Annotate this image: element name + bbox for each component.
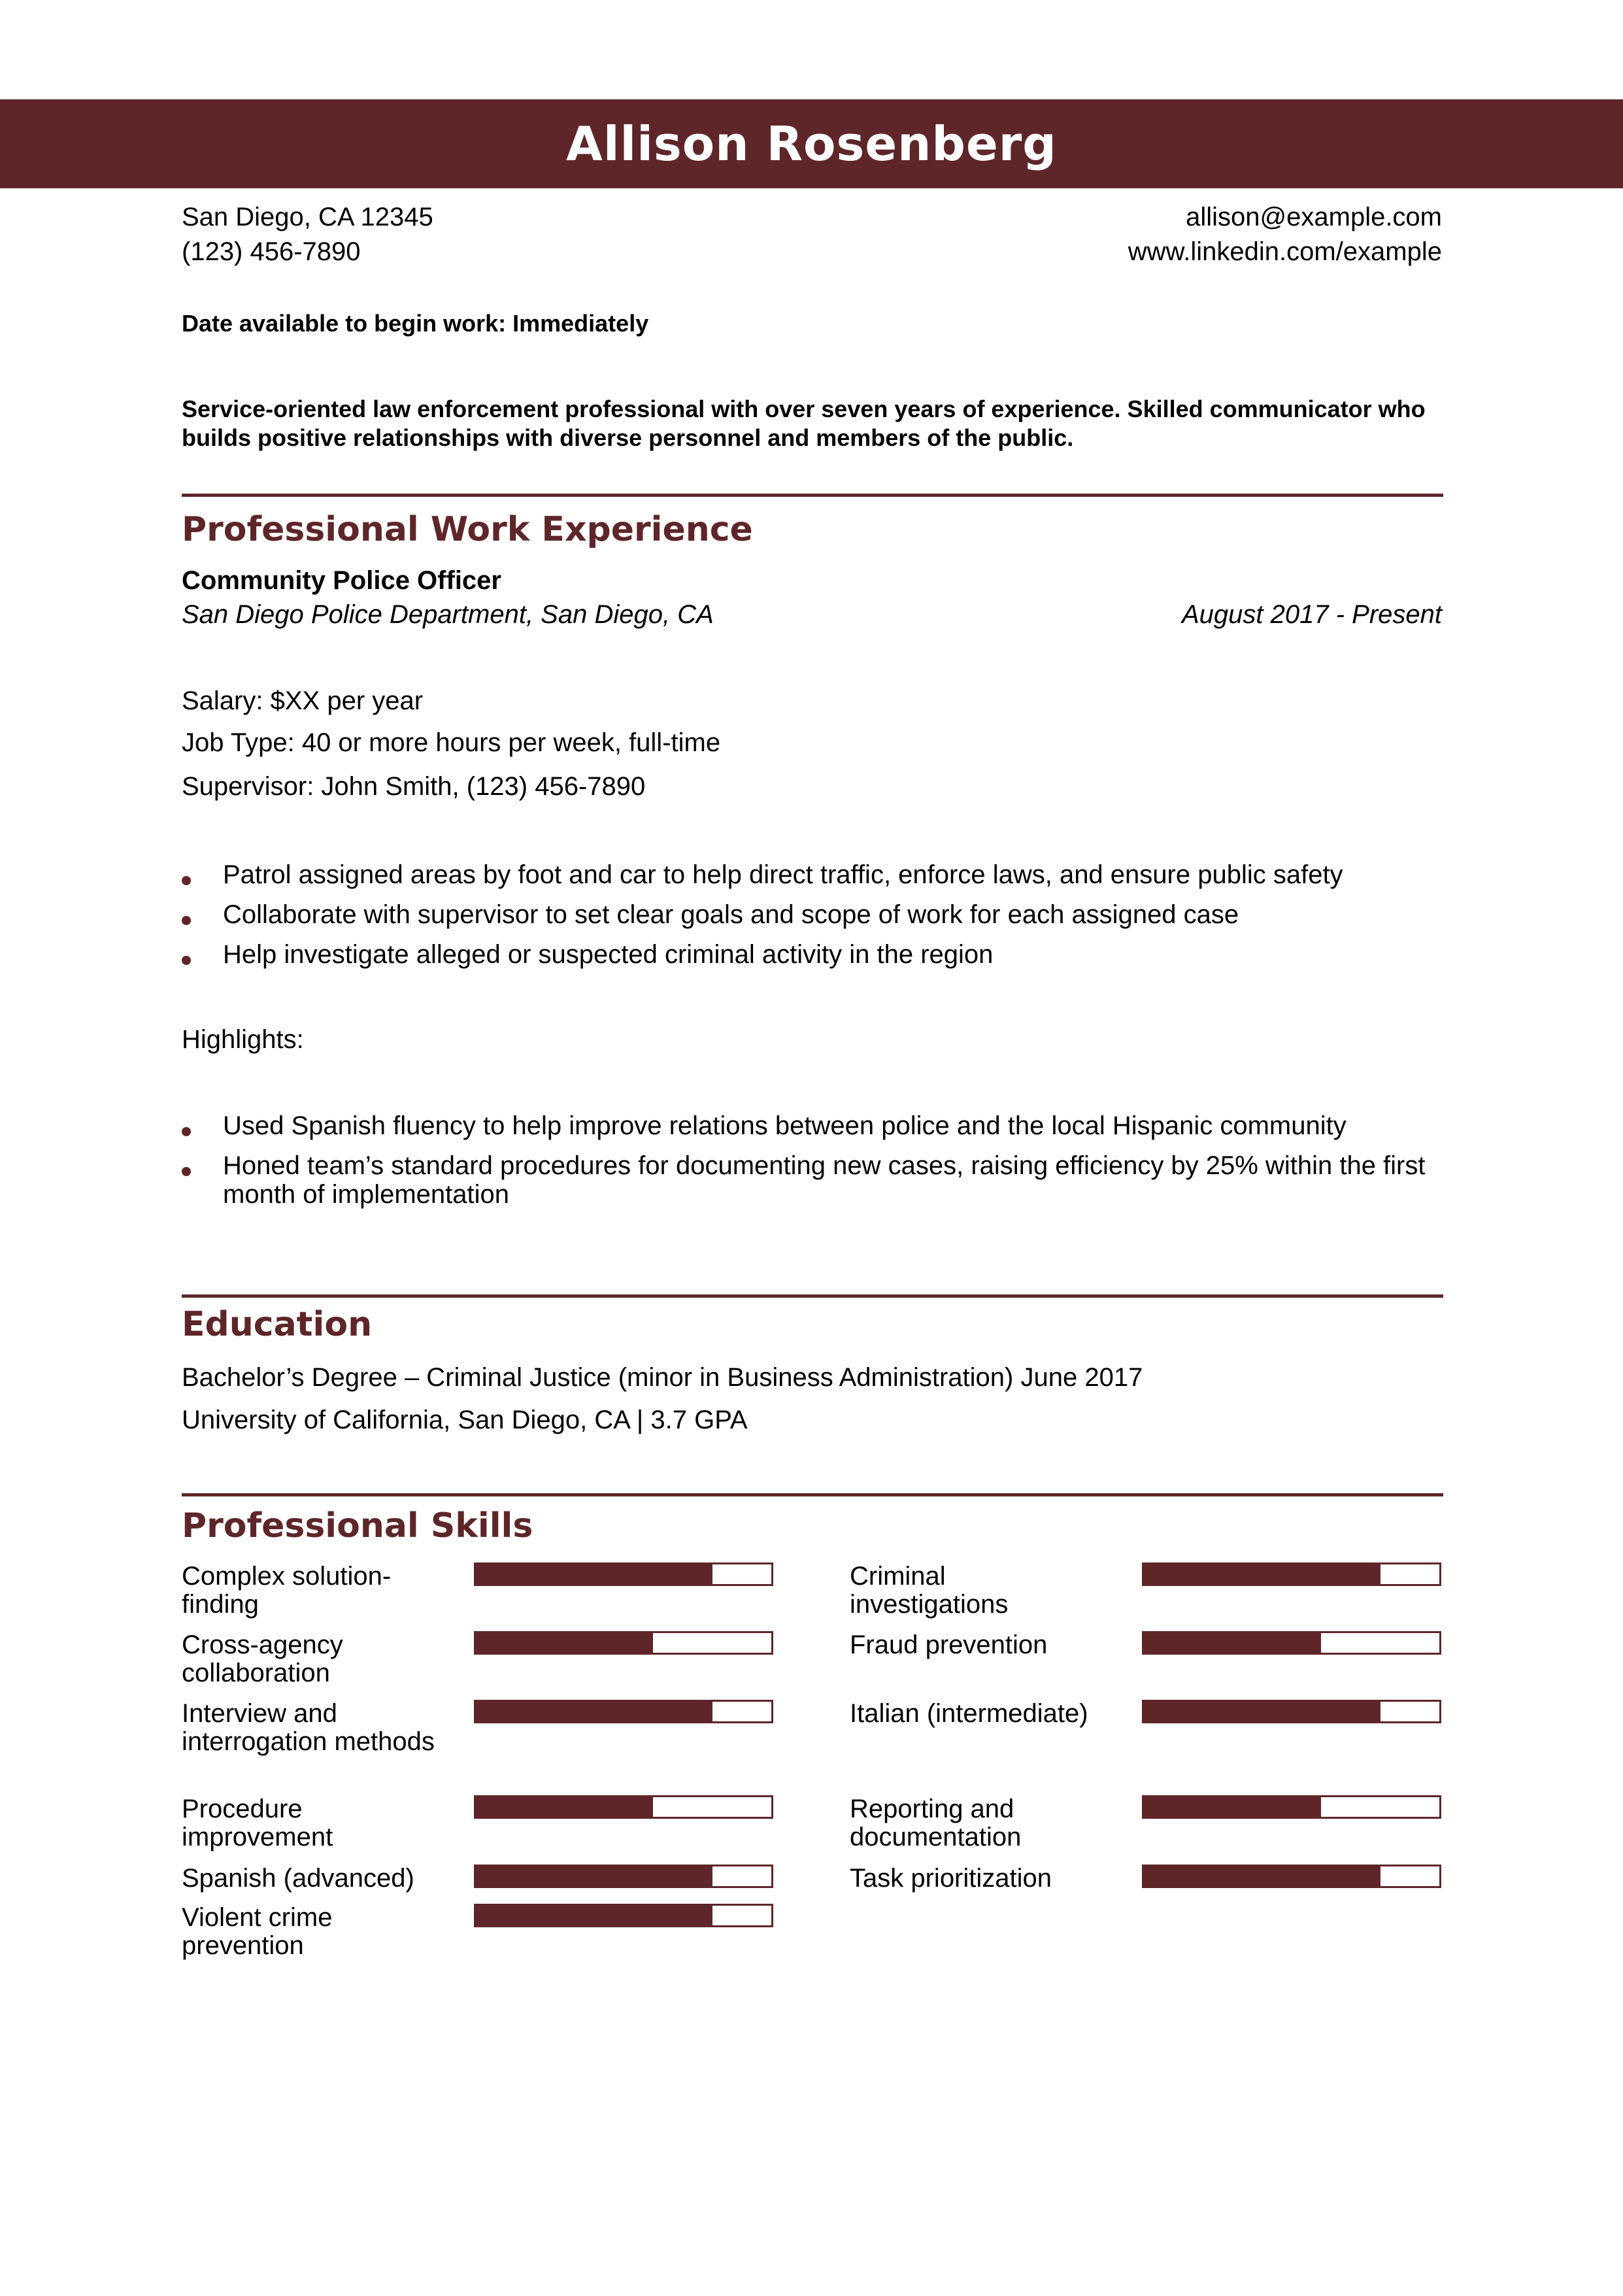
skill-label: Violent crime prevention <box>182 1903 333 1960</box>
job-dates: August 2017 - Present <box>1181 600 1442 629</box>
skills-heading: Professional Skills <box>182 1506 533 1545</box>
skill-bar <box>1142 1795 1441 1819</box>
skill-label: Italian (intermediate) <box>850 1699 1088 1728</box>
summary: Service-oriented law enforcement professional with over seven years of experience. Skilled communicator who builds positive relationships with diverse personnel and members of the public. <box>182 396 1426 451</box>
skill-bar-fill <box>476 1866 712 1886</box>
duties-list <box>182 860 1443 980</box>
skill-label: Procedure improvement <box>182 1795 333 1851</box>
highlights-list <box>182 1111 1443 1220</box>
school: University of California, San Diego, CA | 3.7 GPA <box>182 1406 748 1434</box>
contact-email[interactable]: allison@example.com <box>1186 203 1442 231</box>
list-item: Patrol assigned areas by foot and car to help direct traffic, enforce laws, and ensure public safety <box>182 860 1443 889</box>
skill-bar <box>474 1795 773 1819</box>
skill-bar-fill <box>1144 1564 1380 1584</box>
skill-label: Complex solution-finding <box>182 1562 392 1619</box>
skill-bar-fill <box>476 1564 712 1584</box>
skill-bar-fill <box>476 1633 653 1653</box>
skill-bar-fill <box>1144 1702 1380 1721</box>
section-divider <box>182 1294 1443 1298</box>
highlights-label: Highlights: <box>182 1025 304 1054</box>
skill-label: Fraud prevention <box>850 1630 1048 1659</box>
contact-address: San Diego, CA 12345 <box>182 203 433 231</box>
availability: Date available to begin work: Immediately <box>182 310 649 337</box>
skill-bar <box>474 1562 773 1586</box>
candidate-name: Allison Rosenberg <box>566 116 1057 171</box>
list-item: Collaborate with supervisor to set clear goals and scope of work for each assigned case <box>182 900 1443 929</box>
skill-bar-fill <box>1144 1866 1380 1886</box>
section-divider <box>182 494 1443 497</box>
skill-bar <box>1142 1562 1441 1586</box>
list-item: Honed team’s standard procedures for documenting new cases, raising efficiency by 25% within the first month of implementation <box>182 1151 1443 1209</box>
skill-bar <box>474 1865 773 1888</box>
skill-bar-fill <box>1144 1633 1321 1653</box>
skill-label: Spanish (advanced) <box>182 1864 414 1893</box>
skill-label: Cross-agency collaboration <box>182 1630 343 1687</box>
skill-bar-fill <box>476 1906 712 1925</box>
skill-label: Interview and interrogation methods <box>182 1699 435 1756</box>
employer: San Diego Police Department, San Diego, CA <box>182 600 714 629</box>
skill-label: Criminal investigations <box>850 1562 1009 1619</box>
list-item: Help investigate alleged or suspected criminal activity in the region <box>182 940 1443 969</box>
skill-bar <box>474 1631 773 1655</box>
name-banner <box>0 99 1623 188</box>
degree: Bachelor’s Degree – Criminal Justice (minor in Business Administration) June 2017 <box>182 1363 1143 1392</box>
job-type: Job Type: 40 or more hours per week, full-time <box>182 728 721 757</box>
skill-bar-fill <box>476 1702 712 1721</box>
contact-linkedin[interactable]: www.linkedin.com/example <box>1128 237 1442 266</box>
salary: Salary: $XX per year <box>182 686 424 715</box>
job-title: Community Police Officer <box>182 566 501 595</box>
supervisor: Supervisor: John Smith, (123) 456-7890 <box>182 772 646 801</box>
skill-label: Task prioritization <box>850 1864 1052 1893</box>
experience-heading: Professional Work Experience <box>182 510 753 549</box>
education-heading: Education <box>182 1305 373 1344</box>
skill-bar <box>1142 1700 1441 1723</box>
skill-bar <box>474 1904 773 1927</box>
skill-bar <box>474 1700 773 1723</box>
skill-bar <box>1142 1631 1441 1655</box>
skill-bar-fill <box>1144 1797 1321 1817</box>
contact-phone: (123) 456-7890 <box>182 237 361 266</box>
section-divider <box>182 1493 1443 1496</box>
list-item: Used Spanish fluency to help improve relations between police and the local Hispanic community <box>182 1111 1443 1140</box>
skill-label: Reporting and documentation <box>850 1795 1022 1851</box>
skill-bar-fill <box>476 1797 653 1817</box>
skill-bar <box>1142 1865 1441 1888</box>
